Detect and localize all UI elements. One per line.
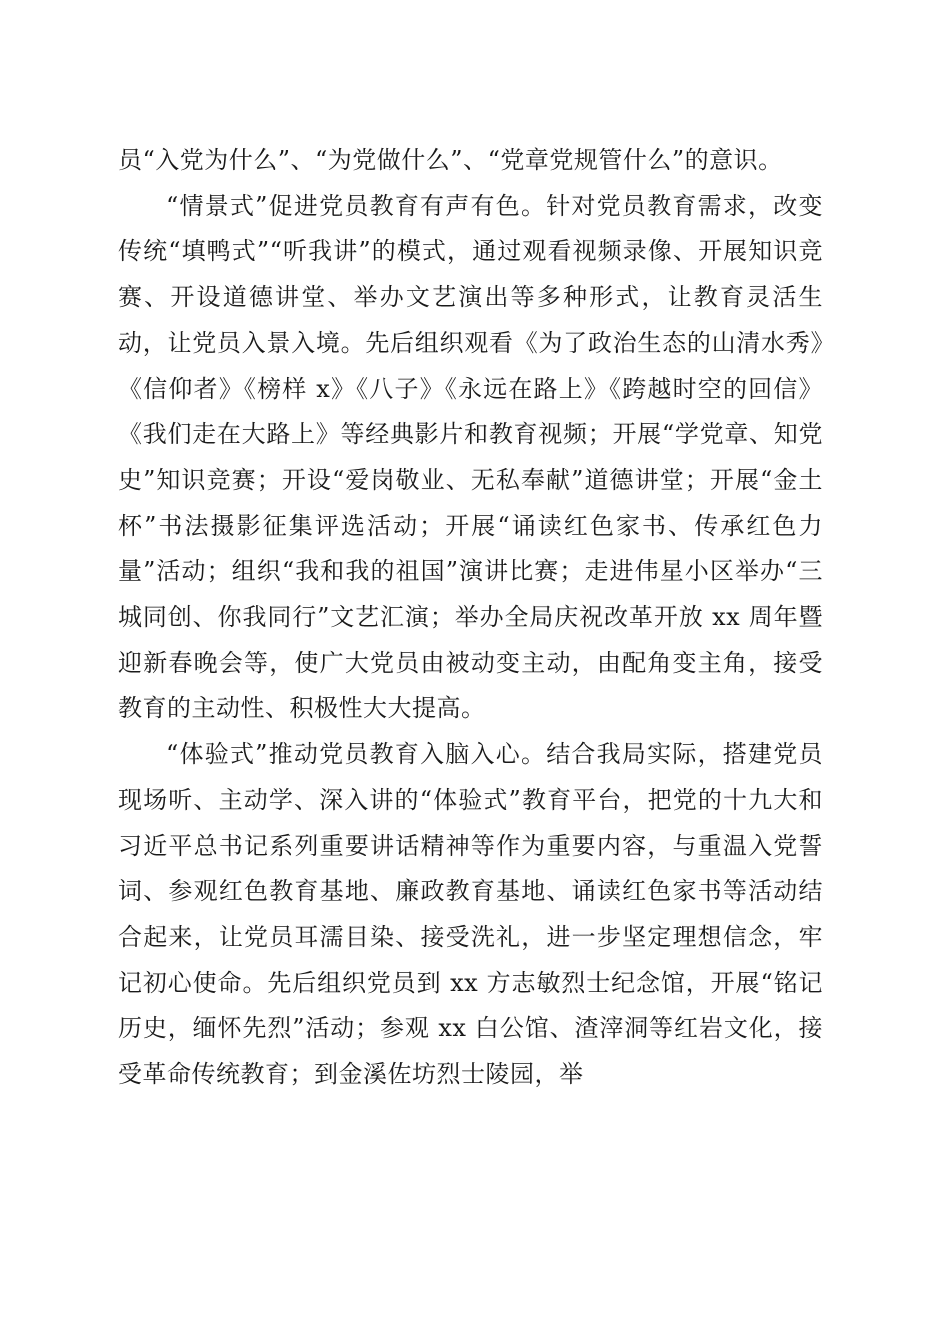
body-text <box>118 138 823 1098</box>
paragraph-scenario-education: “情景式”促进党员教育有声有色。针对党员教育需求，改变传统“填鸭式”“听我讲”的模式，通过观看视频录像、开展知识竞赛、开设道德讲堂、举办文艺演出等多种形式，让教育灵活生动，让党员入景入境。先后组织观看《为了政治生态的山清水秀》《信仰者》《榜样 x》《八子》《永远在路上》《跨越时空的回信》《我们走在大路上》等经典影片和教育视频；开展“学党章、知党史”知识竞赛；开设“爱岗敬业、无私奉献”道德讲堂；开展“金土杯”书法摄影征集评选活动；开展“诵读红色家书、传承红色力量”活动；组织“我和我的祖国”演讲比赛；走进伟星小区举办“三城同创、你我同行”文艺汇演；举办全局庆祝改革开放 xx 周年暨迎新春晚会等，使广大党员由被动变主动，由配角变主角，接受教育的主动性、积极性大大提高。 <box>118 191 823 723</box>
paragraph-experiential-education: “体验式”推动党员教育入脑入心。结合我局实际，搭建党员现场听、主动学、深入讲的“体验式”教育平台，把党的十九大和习近平总书记系列重要讲话精神等作为重要内容，与重温入党誓词、参观红色教育基地、廉政教育基地、诵读红色家书等活动结合起来，让党员耳濡目染、接受洗礼，进一步坚定理想信念，牢记初心使命。先后组织党员到 xx 方志敏烈士纪念馆，开展“铭记历史，缅怀先烈”活动；参观 xx 白公馆、渣滓洞等红岩文化，接受革命传统教育；到金溪佐坊烈士陵园，举 <box>118 740 823 1089</box>
paragraph-continuation: 员“入党为什么”、“为党做什么”、“党章党规管什么”的意识。 <box>118 146 783 174</box>
